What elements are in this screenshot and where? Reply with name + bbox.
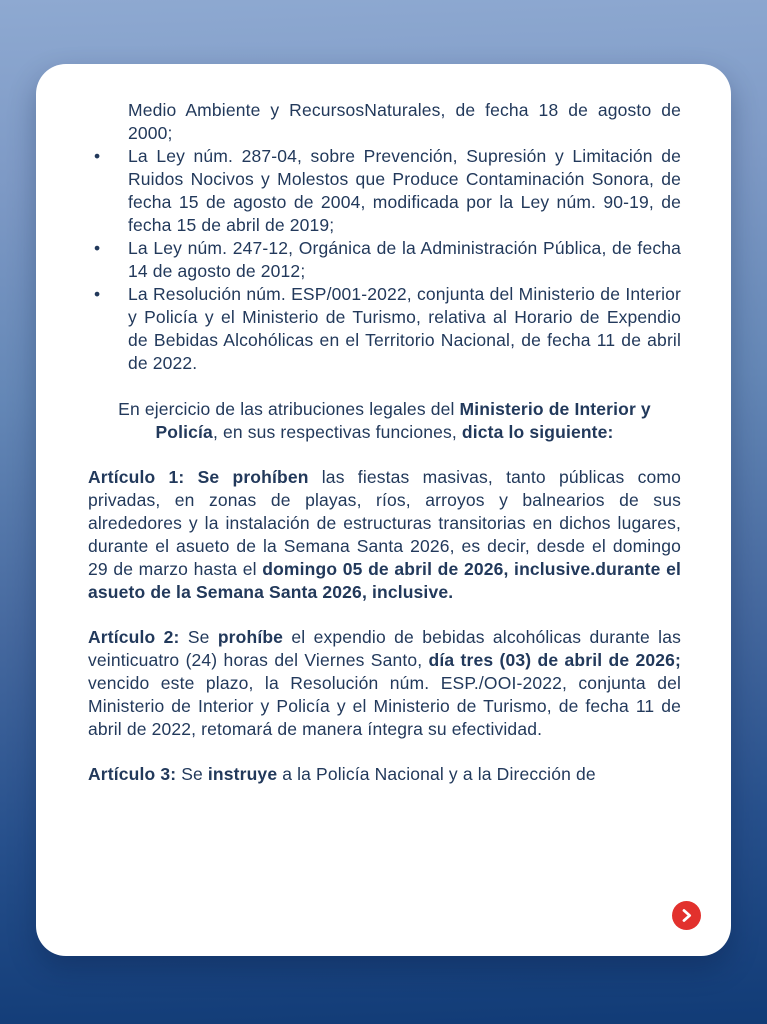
text-run: vencido este plazo, la Resolución núm. ESP./OOI-2022, conjunta del Ministerio de Interior y Policía y el Ministerio de Turismo, de fecha 11 de abril de 2022, retomará de manera íntegra su efectividad.: [88, 673, 681, 739]
article-1-label: Artículo 1: Se prohíben: [88, 467, 309, 487]
text-run: , en sus respectivas funciones,: [212, 422, 462, 442]
bullet-icon: •: [94, 146, 101, 166]
text-run: el expendio de bebidas alcohólicas durante las veinticuatro (24) horas del Viernes Santo,: [88, 627, 682, 670]
document-card: [36, 64, 731, 956]
text-run-bold: domingo 05 de abril de 2026, inclusive.durante el asueto de la Semana Santa 2026, inclusive.: [88, 559, 682, 602]
legal-references-list: [88, 99, 681, 375]
article-3-paragraph: [88, 763, 681, 786]
text-run: Se: [179, 627, 218, 647]
text-run-bold: dicta lo siguiente:: [461, 422, 614, 442]
list-item-text: La Ley núm. 287-04, sobre Prevención, Supresión y Limitación de Ruidos Nocivos y Molestos que Produce Contaminación Sonora, de fecha 15 de agosto de 2004, modificada por la Ley núm. 90-19, de fecha 15 de abril de 2019;: [128, 146, 681, 235]
text-run: a la Policía Nacional y a la Dirección de: [277, 764, 596, 784]
bullet-icon: •: [94, 284, 101, 304]
article-2-label: Artículo 2:: [88, 627, 180, 647]
list-item-text: Medio Ambiente y RecursosNaturales, de fecha 18 de agosto de 2000;: [128, 100, 681, 143]
text-run: las fiestas masivas, tanto públicas como privadas, en zonas de playas, ríos, arroyos y balnearios de sus alrededores y la instalación de estructuras transitorias en dichos lugares, durante el asueto de la Semana Santa 2026, es decir, desde el domingo 29 de marzo hasta el: [88, 467, 681, 579]
list-item: [94, 283, 681, 375]
next-page-button[interactable]: [672, 901, 701, 930]
list-item-text: La Resolución núm. ESP/001-2022, conjunta del Ministerio de Interior y Policía y el Ministerio de Turismo, relativa al Horario de Expendio de Bebidas Alcohólicas en el Territorio Nacional, de fecha 11 de abril de 2022.: [128, 284, 681, 373]
article-2-paragraph: [88, 626, 681, 741]
text-run-bold: día tres (03) de abril de 2026;: [428, 650, 681, 670]
article-1-paragraph: [88, 466, 681, 604]
list-item: [94, 237, 681, 283]
text-run: En ejercicio de las atribuciones legales del: [118, 399, 460, 419]
chevron-right-icon: [679, 908, 694, 923]
preamble-paragraph: [88, 398, 681, 444]
article-3-label: Artículo 3:: [88, 764, 177, 784]
text-run: Se: [176, 764, 208, 784]
bullet-icon: •: [94, 238, 101, 258]
list-item-text: La Ley núm. 247-12, Orgánica de la Administración Pública, de fecha 14 de agosto de 2012;: [128, 238, 681, 281]
text-run-bold: instruye: [207, 764, 278, 784]
text-run-bold: prohíbe: [217, 627, 284, 647]
list-item: [94, 145, 681, 237]
list-item-continuation: [128, 99, 681, 145]
text-run-bold: Ministerio de Interior y Policía: [155, 399, 651, 442]
